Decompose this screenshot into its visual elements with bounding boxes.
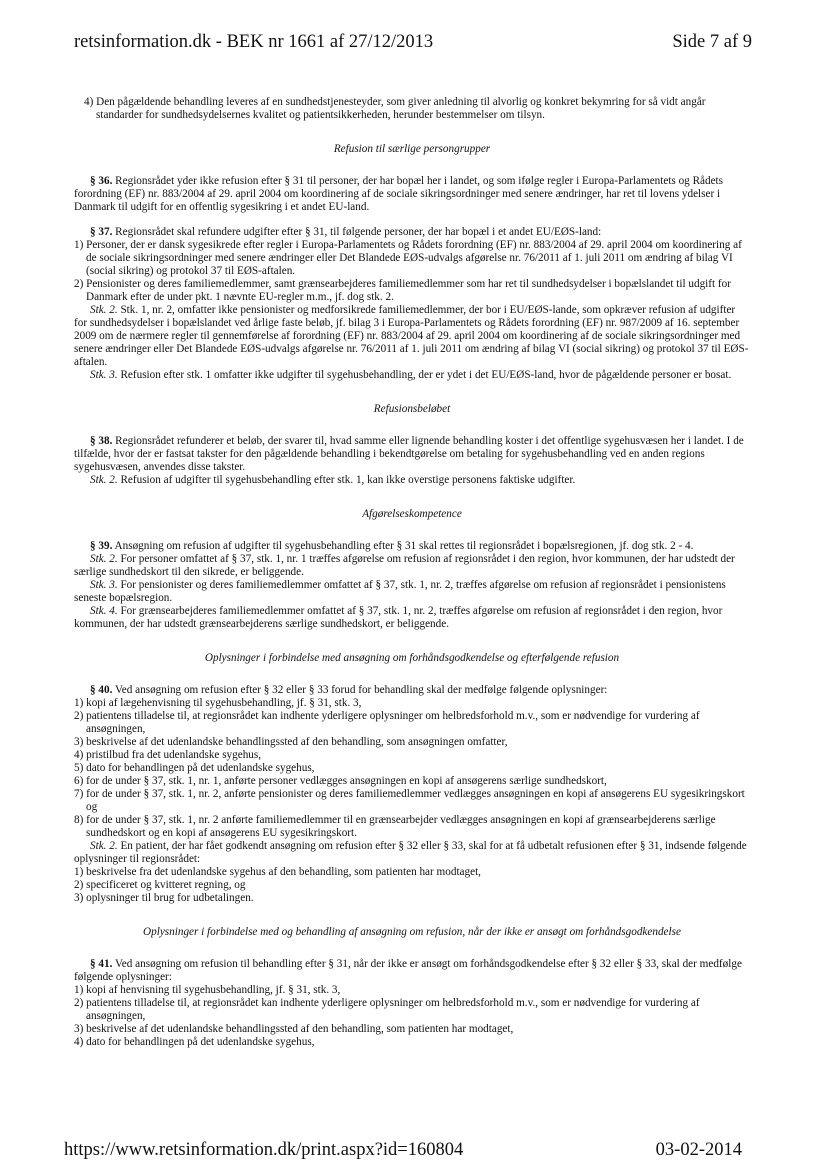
list-item: 4) Den pågældende behandling leveres af en sundhedstjenesteyder, som giver anledning til alvorlig og konkret bekymring for så vidt angår standarder for sundhedsydelsernes kvalitet og patientsikkerheden, herunder bestemmelser om tilsyn. xyxy=(84,96,706,121)
subsection xyxy=(74,579,750,605)
paragraph-text: Refusion af udgifter til sygehusbehandling efter stk. 1, kan ikke overstige personens faktiske udgifter. xyxy=(117,474,576,486)
section-heading: Oplysninger i forbindelse med og behandling af ansøgning om refusion, når der ikke er ansøgt om forhåndsgodkendelse xyxy=(143,926,681,938)
list-item: 3) beskrivelse af det udenlandske behandlingssted af den behandling, som patienten har modtaget, xyxy=(74,1023,514,1035)
section-heading: Refusion til særlige persongrupper xyxy=(333,143,491,155)
subsection xyxy=(74,605,750,631)
subsection-label: Stk. 2. xyxy=(90,304,118,316)
subsection xyxy=(74,474,750,487)
paragraph-39 xyxy=(74,540,750,553)
subsection-label: Stk. 2. xyxy=(90,840,118,852)
paragraph-text: Ved ansøgning om refusion til behandling efter § 31, når der ikke er ansøgt om forhåndsgodkendelse efter § 32 eller § 33, skal der medfølge følgende oplysninger: xyxy=(74,958,742,983)
subsection xyxy=(74,304,750,369)
paragraph-text: For pensionister og deres familiemedlemmer omfattet af § 37, stk. 1, nr. 2, træffes afgørelse om refusion af regionsrådet i pensionistens seneste bopælsregion. xyxy=(74,579,726,604)
subsection xyxy=(74,553,750,579)
section-number: § 41. xyxy=(90,958,113,970)
page-footer xyxy=(64,1140,742,1161)
list-item: 2) patientens tilladelse til, at regionsrådet kan indhente yderligere oplysninger om helbredsforhold m.v., som er nødvendige for vurdering af ansøgningen, xyxy=(74,997,700,1022)
paragraph-text: Regionsrådet yder ikke refusion efter § 31 til personer, der har bopæl her i landet, og som ifølge regler i Europa-Parlamentets og Rådets forordning (EF) nr. 883/2004 af 29. april 2004 om koordinering af de sociale sikringsordninger med senere ændringer, har ret til lovens ydelser i Danmark til udgift for en offentlig sygesikring i et andet EU-land. xyxy=(74,175,724,213)
section-number: § 40. xyxy=(90,684,113,696)
list-item: 1) Personer, der er dansk sygesikrede efter regler i Europa-Parlamentets og Rådets forordning (EF) nr. 883/2004 af 29. april 2004 om koordinering af de sociale sikringsordninger med senere ændringer eller Det Blandede EØS-udvalgs afgørelse nr. 76/2011 af 1. juli 2011 om ændring af bilag VI (social sikring) og protokol 37 til EØS-aftalen. xyxy=(74,239,742,277)
subsection-label: Stk. 4. xyxy=(90,605,118,617)
paragraph-37 xyxy=(74,226,750,239)
paragraph-text: Ved ansøgning om refusion efter § 32 eller § 33 forud for behandling skal der medfølge følgende oplysninger: xyxy=(112,684,608,696)
section-number: § 39. xyxy=(90,540,113,552)
section-heading: Refusionsbeløbet xyxy=(373,403,451,415)
document-title: retsinformation.dk - BEK nr 1661 af 27/12/2013 xyxy=(74,32,434,52)
list-item: 7) for de under § 37, stk. 1, nr. 2, anførte pensionister og deres familiemedlemmer vedlægges ansøgningen en kopi af ansøgerens EU sygesikringskort og xyxy=(74,788,745,813)
paragraph-38 xyxy=(74,435,750,474)
subsection xyxy=(74,840,750,866)
list-item: 2) patientens tilladelse til, at regionsrådet kan indhente yderligere oplysninger om helbredsforhold m.v., som er nødvendige for vurdering af ansøgningen, xyxy=(74,710,700,735)
list-item: 1) beskrivelse fra det udenlandske sygehus af den behandling, som patienten har modtaget, xyxy=(74,866,481,878)
paragraph-40 xyxy=(74,684,750,697)
paragraph-41 xyxy=(74,958,750,984)
subsection xyxy=(74,369,750,382)
section-heading: Oplysninger i forbindelse med ansøgning om forhåndsgodkendelse og efterfølgende refusion xyxy=(204,652,620,664)
section-number: § 37. xyxy=(90,226,113,238)
print-date: 03-02-2014 xyxy=(655,1140,742,1160)
list-item: 4) pristilbud fra det udenlandske sygehus, xyxy=(74,749,262,761)
list-item: 1) kopi af lægehenvisning til sygehusbehandling, jf. § 31, stk. 3, xyxy=(74,697,362,709)
list-item: 6) for de under § 37, stk. 1, nr. 1, anførte personer vedlægges ansøgningen en kopi af ansøgerens særlige sundhedskort, xyxy=(74,775,607,787)
paragraph-text: For personer omfattet af § 37, stk. 1, nr. 1 træffes afgørelse om refusion af regionsrådet i den region, hvor kommunen, der har udstedt der særlige sundhedskort til den sikrede, er beliggende. xyxy=(74,553,735,578)
paragraph-text: Refusion efter stk. 1 omfatter ikke udgifter til sygehusbehandling, der er ydet i det EU/EØS-land, hvor de pågældende personer er bosat. xyxy=(117,369,732,381)
list-item: 3) beskrivelse af det udenlandske behandlingssted af den behandling, som ansøgningen omfatter, xyxy=(74,736,508,748)
section-number: § 38. xyxy=(90,435,113,447)
section-heading: Afgørelseskompetence xyxy=(362,508,462,520)
subsection-label: Stk. 2. xyxy=(90,474,118,486)
list-item: 2) Pensionister og deres familiemedlemmer, samt grænsearbejderes familiemedlemmer som har ret til sundhedsydelser i bopælslandet til udgift for Danmark efter de under pkt. 1 nævnte EU-regler m.m., jf. dog stk. 2. xyxy=(74,278,731,303)
section-number: § 36. xyxy=(90,175,113,187)
paragraph-text: Ansøgning om refusion af udgifter til sygehusbehandling efter § 31 skal rettes til regionsrådet i bopælsregionen, jf. dog stk. 2 - 4. xyxy=(112,540,694,552)
list-item: 5) dato for behandlingen på det udenlandske sygehus, xyxy=(74,762,315,774)
paragraph-text: Regionsrådet refunderer et beløb, der svarer til, hvad samme eller lignende behandling koster i det offentlige sygehusvæsen her i landet. I de tilfælde, hvor der er fastsat takster for den pågældende behandling i bekendtgørelse om betaling for sygehusbehandling ved en anden regions sygehusvæsen, anvendes disse takster. xyxy=(74,435,744,473)
subsection-label: Stk. 2. xyxy=(90,553,118,565)
paragraph-text: Stk. 1, nr. 2, omfatter ikke pensionister og medforsikrede familiemedlemmer, der bor i EU/EØS-lande, som opkræver refusion af udgifter for sundhedsydelser i bopælslandet ved årlige faste beløb, jf. bilag 3 i Europa-Parlamentets og Rådets forordning (EF) nr. 987/2009 af 16. september 2009 om de nærmere regler til gennemførelse af forordning (EF) nr. 883/2004 af 29. april 2004 om koordinering af de sociale sikringsordninger med senere ændringer eller Det Blandede EØS-udvalgs afgørelse nr. 76/2011 af 1. juli 2011 om ændring af bilag VI (social sikring) og protokol 37 til EØS-aftalen. xyxy=(74,304,749,368)
list-item: 2) specificeret og kvitteret regning, og xyxy=(74,879,246,891)
subsection-label: Stk. 3. xyxy=(90,579,118,591)
paragraph-36 xyxy=(74,175,750,214)
document-body xyxy=(74,96,750,1049)
page-header xyxy=(74,32,752,53)
paragraph-text: En patient, der har fået godkendt ansøgning om refusion efter § 32 eller § 33, skal for at få udbetalt refusionen efter § 31, indsende følgende oplysninger til regionsrådet: xyxy=(74,840,747,865)
list-item: 4) dato for behandlingen på det udenlandske sygehus, xyxy=(74,1036,315,1048)
list-item: 8) for de under § 37, stk. 1, nr. 2 anførte familiemedlemmer til en grænsearbejder vedlægges ansøgningen en kopi af grænsearbejderens særlige sundhedskort og en kopi af ansøgerens EU sygesikringskort. xyxy=(74,814,716,839)
list-item: 1) kopi af henvisning til sygehusbehandling, jf. § 31, stk. 3, xyxy=(74,984,341,996)
subsection-label: Stk. 3. xyxy=(90,369,118,381)
paragraph-text: Regionsrådet skal refundere udgifter efter § 31, til følgende personer, der har bopæl i et andet EU/EØS-land: xyxy=(112,226,602,238)
source-url: https://www.retsinformation.dk/print.aspx?id=160804 xyxy=(64,1140,464,1160)
paragraph-text: For grænsearbejderes familiemedlemmer omfattet af § 37, stk. 1, nr. 2, træffes afgørelse om refusion af regionsrådet i den region, hvor kommunen, der har udstedt grænsearbejderens særlige sundhedskort, er beliggende. xyxy=(74,605,723,630)
list-item: 3) oplysninger til brug for udbetalingen. xyxy=(74,892,254,904)
page-number: Side 7 af 9 xyxy=(672,32,752,52)
